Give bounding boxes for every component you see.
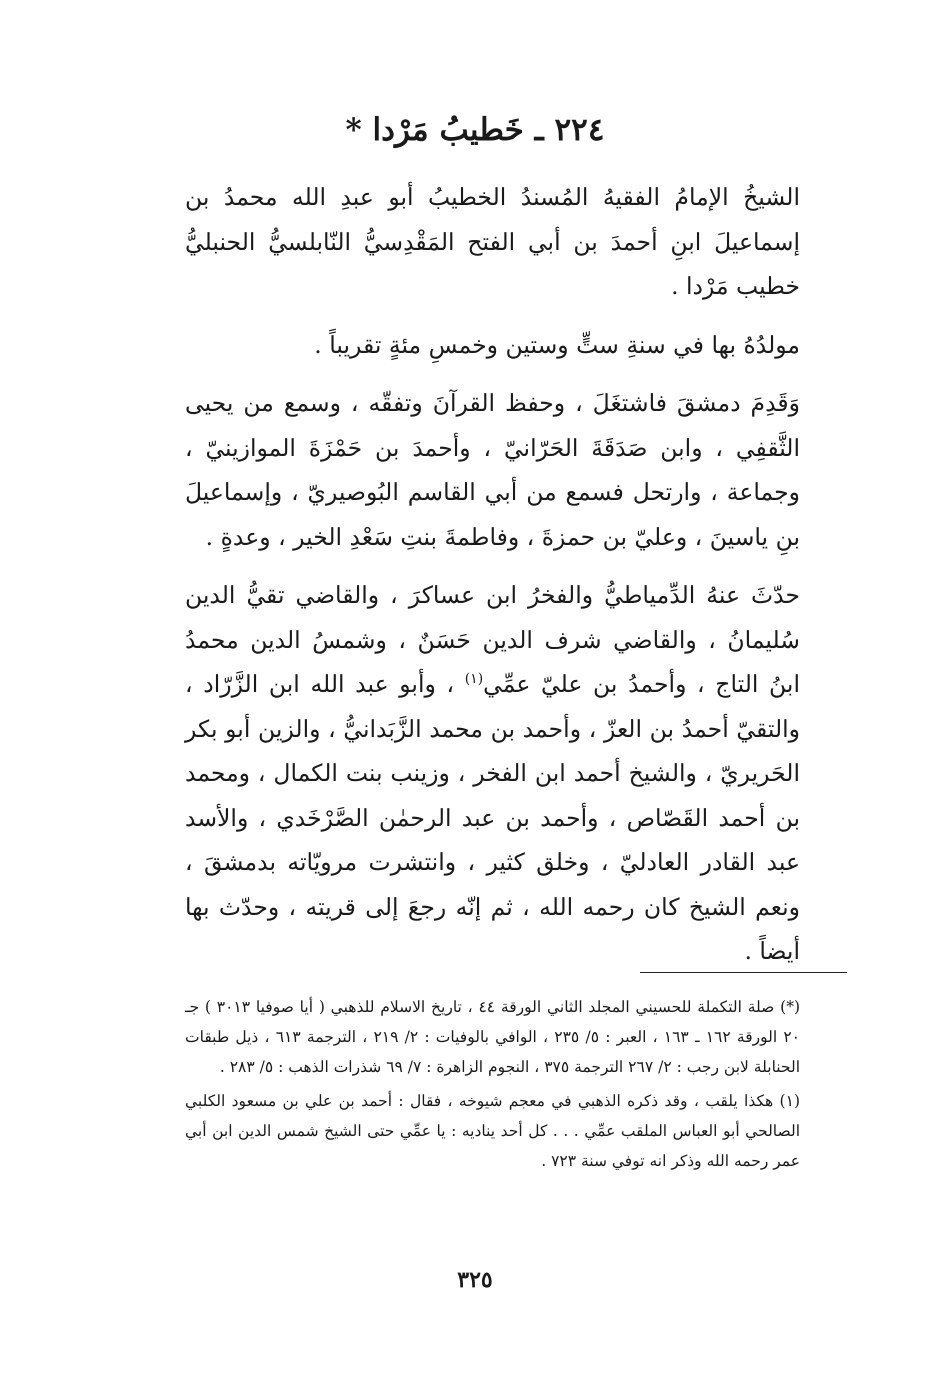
footnote-1: (١) هكذا يلقب ، وقد ذكره الذهبي في معجم شيوخه ، فقال : أحمد بن علي بن مسعود الكلبي الصالحي أبو العباس الملقب عمِّي . . . كل أحد يناديه : يا عمِّي حتى الشيخ شمس الدين ابن أبي عمر رحمه الله وذكر انه توفي سنة ٧٢٣ . bbox=[185, 1092, 800, 1170]
page-number: ٣٢٥ bbox=[457, 1267, 493, 1293]
footnote-divider bbox=[640, 972, 847, 973]
entry-heading: ٢٢٤ ـ خَطيبُ مَرْدا * bbox=[345, 112, 605, 148]
footnote-marker-1: (١) bbox=[464, 671, 484, 688]
paragraph-students bbox=[185, 573, 800, 974]
footnotes bbox=[185, 992, 800, 1180]
paragraph-studies: وَقَدِمَ دمشقَ فاشتغَلَ ، وحفظ القرآنَ وتفقّه ، وسمع من يحيى الثَّقفِي ، وابن صَدَقَةَ الحَرّانيّ ، وأحمدَ بن حَمْزَةَ الموازينيّ ، وجماعة ، وارتحل فسمع من أبي القاسم البُوصيريّ ، وإسماعيلَ بنِ ياسينَ ، وعليّ بن حمزةَ ، وفاطمةَ بنتِ سَعْدِ الخير ، وعدةٍ . bbox=[185, 389, 800, 551]
entry-body bbox=[185, 175, 800, 988]
footnote-sources: (*) صلة التكملة للحسيني المجلد الثاني الورقة ٤٤ ، تاريخ الاسلام للذهبي ( أيا صوفيا ٣٠١٣ ) جـ ٢٠ الورقة ١٦٢ ـ ١٦٣ ، العبر : ٥/ ٢٣٥ ، الوافي بالوفيات : ٢/ ٢١٩ ، الترجمة ٦١٣ ، ذيل طبقات الحنابلة لابن رجب : ٢/ ٢٦٧ الترجمة ٣٧٥ ، النجوم الزاهرة : ٧/ ٦٩ شذرات الذهب : ٥/ ٢٨٣ . bbox=[185, 998, 801, 1076]
paragraph-name-lineage: الشيخُ الإمامُ الفقيهُ المُسندُ الخطيبُ أبو عبدِ الله محمدُ بن إسماعيلَ ابنِ أحمدَ بن أبي الفتح المَقْدِسيُّ النّابلسيُّ الحنبليُّ خطيب مَرْدا . bbox=[185, 183, 800, 300]
paragraph-students-part-2: ، وأبو عبد الله ابن الزَّرّاد ، والتقيّ أحمدُ بن العزّ ، وأحمد بن محمد الزَّبَدانيُّ ، والزين أبو بكر الحَريريّ ، والشيخ أحمد ابن الفخر ، وزينب بنت الكمال ، ومحمد بن أحمد القَصّاص ، وأحمد بن عبد الرحمٰن الصَّرْخَدي ، والأسد عبد القادر العادليّ ، وخلق كثير ، وانتشرت مرويّاته بدمشقَ ، ونعم الشيخ كان رحمه الله ، ثم إنّه رجعَ إلى قريته ، وحدّث بها أيضاً . bbox=[185, 670, 800, 965]
paragraph-birth: مولدُهُ بها في سنةِ ستٍّ وستين وخمسِ مئةٍ تقريباً . bbox=[314, 330, 800, 359]
paragraph-students-part-1: حدّثَ عنهُ الدِّمياطيُّ والفخرُ ابن عساكرَ ، والقاضي تقيُّ الدين سُليمانُ ، والقاضي شرف الدين حَسَنٌ ، وشمسُ الدين محمدُ ابنُ التاج ، وأحمدُ بن عليّ عمِّي bbox=[185, 581, 800, 698]
